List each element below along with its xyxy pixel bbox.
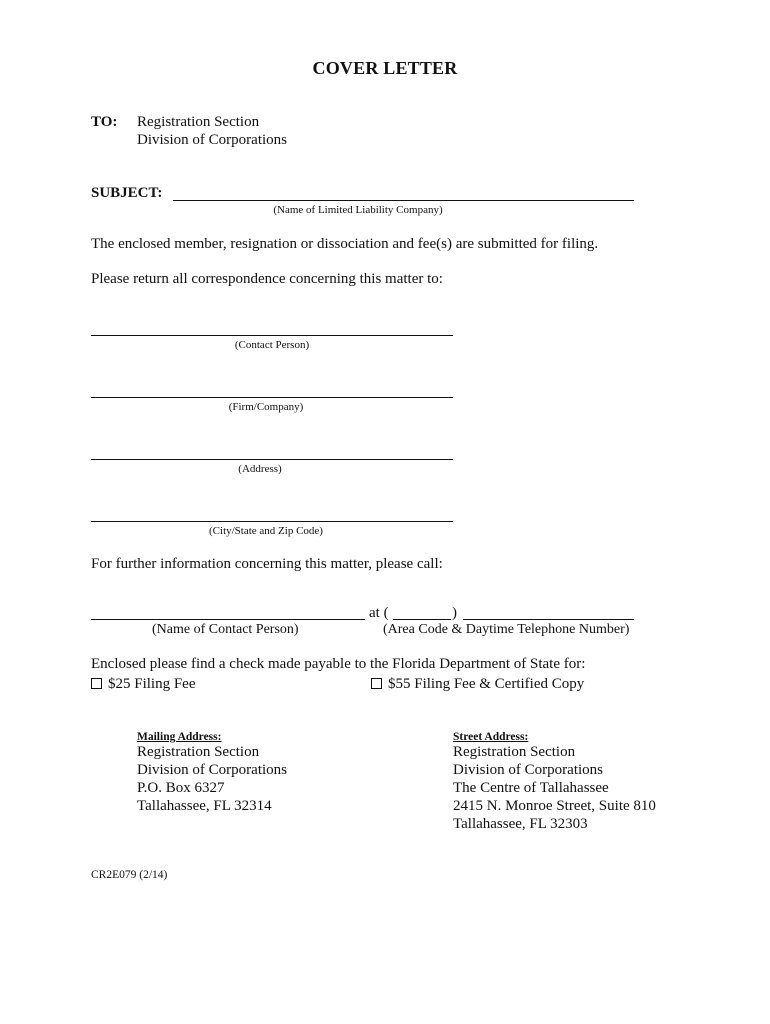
mailing-address-line: Registration Section bbox=[137, 744, 260, 760]
at-label: at ( bbox=[369, 605, 389, 621]
city-state-zip-caption: (City/State and Zip Code) bbox=[209, 525, 323, 537]
form-code: CR2E079 (2/14) bbox=[91, 869, 168, 881]
contact-person-caption: (Contact Person) bbox=[234, 339, 310, 351]
page-title: COVER LETTER bbox=[312, 58, 458, 78]
paragraph-further-info: For further information concerning this matter, please call: bbox=[91, 556, 443, 572]
street-address-line: Registration Section bbox=[453, 744, 576, 760]
paragraph-check: Enclosed please find a check made payable to the Florida Department of State for: bbox=[91, 656, 586, 672]
paragraph-return: Please return all correspondence concerning this matter to: bbox=[91, 271, 443, 287]
close-paren: ) bbox=[452, 605, 457, 621]
address-caption: (Address) bbox=[238, 463, 282, 475]
subject-caption: (Name of Limited Liability Company) bbox=[273, 204, 443, 216]
subject-field[interactable] bbox=[173, 200, 634, 201]
mailing-address-line: P.O. Box 6327 bbox=[137, 780, 225, 796]
phone-caption: (Area Code & Daytime Telephone Number) bbox=[383, 622, 630, 637]
to-label: TO: bbox=[91, 114, 118, 130]
subject-label: SUBJECT: bbox=[91, 185, 163, 201]
fee-55-label: $55 Filing Fee & Certified Copy bbox=[388, 676, 585, 692]
mailing-address-block bbox=[137, 731, 287, 815]
mailing-address-line: Tallahassee, FL 32314 bbox=[137, 798, 272, 814]
paragraph-enclosed: The enclosed member, resignation or dissociation and fee(s) are submitted for filing. bbox=[91, 236, 599, 252]
fee-option-25[interactable] bbox=[91, 676, 196, 693]
street-address-block bbox=[453, 731, 656, 833]
telephone-field[interactable] bbox=[463, 619, 634, 620]
street-address-line: Division of Corporations bbox=[453, 762, 603, 778]
mailing-address-line: Division of Corporations bbox=[137, 762, 287, 778]
street-address-line: 2415 N. Monroe Street, Suite 810 bbox=[453, 798, 656, 814]
street-address-line: Tallahassee, FL 32303 bbox=[453, 816, 588, 832]
city-state-zip-field[interactable] bbox=[91, 521, 453, 522]
mailing-address-heading: Mailing Address: bbox=[137, 731, 222, 743]
fee-55-checkbox[interactable] bbox=[371, 678, 382, 689]
area-code-field[interactable] bbox=[393, 619, 451, 620]
name-contact-caption: (Name of Contact Person) bbox=[152, 622, 299, 637]
firm-company-field[interactable] bbox=[91, 397, 453, 398]
street-address-line: The Centre of Tallahassee bbox=[453, 780, 609, 796]
fee-option-55[interactable] bbox=[371, 676, 584, 693]
street-address-heading: Street Address: bbox=[453, 731, 529, 743]
fee-25-label: $25 Filing Fee bbox=[108, 676, 196, 692]
fee-25-checkbox[interactable] bbox=[91, 678, 102, 689]
contact-person-field[interactable] bbox=[91, 335, 453, 336]
to-line-2: Division of Corporations bbox=[137, 132, 287, 148]
contact-name-field[interactable] bbox=[91, 619, 365, 620]
firm-company-caption: (Firm/Company) bbox=[228, 401, 304, 413]
to-line-1: Registration Section bbox=[137, 114, 260, 130]
address-field[interactable] bbox=[91, 459, 453, 460]
